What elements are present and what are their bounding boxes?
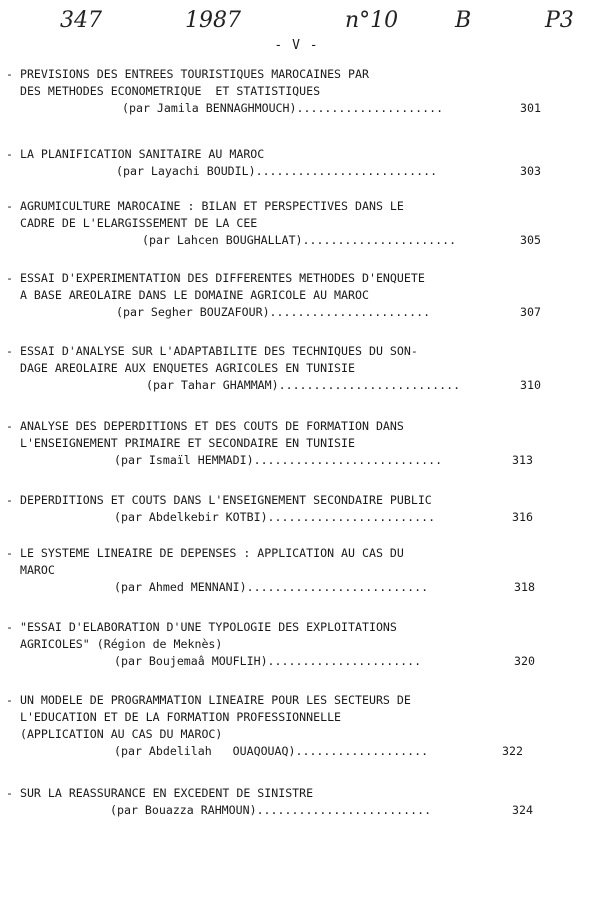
- entry-title-line: A BASE AREOLAIRE DANS LE DOMAINE AGRICOLE AU MAROC: [6, 288, 369, 302]
- entry-title-line: - "ESSAI D'ELABORATION D'UNE TYPOLOGIE DES EXPLOITATIONS: [6, 620, 397, 634]
- author-line: [6, 509, 546, 526]
- toc-entry: [6, 492, 546, 526]
- entry-title-line: L'EDUCATION ET DE LA FORMATION PROFESSIONNELLE: [6, 710, 342, 724]
- toc-entry: [6, 692, 546, 760]
- author-line: [6, 452, 546, 469]
- handwritten-annotation: B: [455, 8, 472, 33]
- entry-title-line: - LE SYSTEME LINEAIRE DE DEPENSES : APPLICATION AU CAS DU: [6, 546, 404, 560]
- author-line: [6, 304, 546, 321]
- entry-title-line: AGRICOLES" (Région de Meknès): [6, 637, 223, 651]
- entry-title-line: L'ENSEIGNEMENT PRIMAIRE ET SECONDAIRE EN TUNISIE: [6, 436, 356, 450]
- entry-title-line: - ESSAI D'ANALYSE SUR L'ADAPTABILITE DES TECHNIQUES DU SON-: [6, 344, 418, 358]
- toc-entry: [6, 545, 546, 596]
- author-line: [6, 232, 546, 249]
- author-name: (par Jamila BENNAGHMOUCH).....................: [122, 101, 444, 115]
- entry-title-line: - SUR LA REASSURANCE EN EXCEDENT DE SINISTRE: [6, 786, 314, 800]
- entry-title-line: - PREVISIONS DES ENTREES TOURISTIQUES MAROCAINES PAR: [6, 67, 369, 81]
- author-line: [6, 377, 546, 394]
- toc-entry: [6, 418, 546, 469]
- toc-entry: [6, 785, 546, 819]
- author-name: (par Ahmed MENNANI)..........................: [114, 580, 429, 594]
- author-name: (par Segher BOUZAFOUR).......................: [116, 305, 431, 319]
- toc-entry: [6, 619, 546, 670]
- author-name: (par Abdelkebir KOTBI)........................: [114, 510, 436, 524]
- author-line: [6, 163, 546, 180]
- toc-entry: [6, 270, 546, 321]
- page-number: 322: [502, 744, 523, 758]
- entry-title-line: DAGE AREOLAIRE AUX ENQUETES AGRICOLES EN TUNISIE: [6, 361, 356, 375]
- page-number: 316: [512, 510, 533, 524]
- author-name: (par Layachi BOUDIL)..........................: [116, 164, 438, 178]
- page-number: 313: [512, 453, 533, 467]
- entry-title-line: - AGRUMICULTURE MAROCAINE : BILAN ET PERSPECTIVES DANS LE: [6, 199, 404, 213]
- author-line: [6, 579, 546, 596]
- entry-title-line: - DEPERDITIONS ET COUTS DANS L'ENSEIGNEMENT SECONDAIRE PUBLIC: [6, 493, 432, 507]
- page-number: 305: [520, 233, 541, 247]
- entry-title-line: MAROC: [6, 563, 55, 577]
- toc-entry: [6, 66, 546, 117]
- author-name: (par Boujemaâ MOUFLIH)......................: [114, 654, 422, 668]
- page-number: 324: [512, 803, 533, 817]
- entry-title-line: - ANALYSE DES DEPERDITIONS ET DES COUTS DE FORMATION DANS: [6, 419, 404, 433]
- author-line: [6, 743, 546, 760]
- toc-entry: [6, 343, 546, 394]
- page-number: 310: [520, 378, 541, 392]
- toc-entry: [6, 146, 546, 180]
- page-number: 307: [520, 305, 541, 319]
- author-name: (par Abdelilah OUAQOUAQ)...................: [114, 744, 429, 758]
- entry-title-line: (APPLICATION AU CAS DU MAROC): [6, 727, 223, 741]
- author-name: (par Bouazza RAHMOUN).........................: [110, 803, 432, 817]
- handwritten-annotation: P3: [545, 8, 574, 33]
- entry-title-line: - LA PLANIFICATION SANITAIRE AU MAROC: [6, 147, 265, 161]
- author-line: [6, 802, 546, 819]
- handwritten-annotation: n°10: [345, 8, 399, 33]
- handwritten-annotation: 1987: [185, 8, 241, 33]
- entry-title-line: DES METHODES ECONOMETRIQUE ET STATISTIQUES: [6, 84, 321, 98]
- page-title: - V -: [274, 38, 319, 53]
- entry-title-line: CADRE DE L'ELARGISSEMENT DE LA CEE: [6, 216, 258, 230]
- handwritten-annotation: 347: [60, 8, 102, 33]
- page-number: 320: [514, 654, 535, 668]
- author-line: [6, 100, 546, 117]
- page-number: 318: [514, 580, 535, 594]
- entry-title-line: - ESSAI D'EXPERIMENTATION DES DIFFERENTES METHODES D'ENQUETE: [6, 271, 425, 285]
- page-number: 301: [520, 101, 541, 115]
- author-name: (par Lahcen BOUGHALLAT)......................: [142, 233, 457, 247]
- entry-title-line: - UN MODELE DE PROGRAMMATION LINEAIRE POUR LES SECTEURS DE: [6, 693, 411, 707]
- author-line: [6, 653, 546, 670]
- author-name: (par Ismaïl HEMMADI)...........................: [114, 453, 443, 467]
- toc-entry: [6, 198, 546, 249]
- page-number: 303: [520, 164, 541, 178]
- author-name: (par Tahar GHAMMAM)..........................: [146, 378, 461, 392]
